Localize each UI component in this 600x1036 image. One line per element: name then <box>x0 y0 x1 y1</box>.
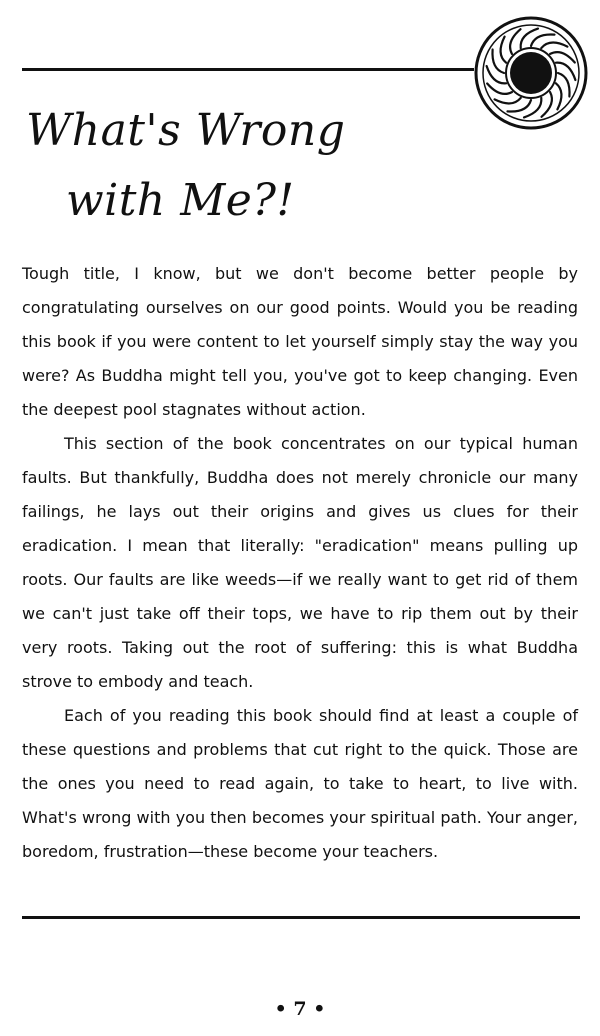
dharma-wheel-icon <box>472 14 590 132</box>
paragraph-1: Tough title, I know, but we don't become better people by congratulating ourselves on our good points. Would you be reading this book if you were content to let yourself simply stay the way you were? As Buddha might tell you, you've got to keep changing. Even the deepest pool stagnates without action. <box>22 264 578 419</box>
paragraph-2: This section of the book concentrates on our typical human faults. But thankfully, Buddha does not merely chronicle our many failings, he lays out their origins and gives us clues for their eradication. I mean that literally: "eradication" means pulling up roots. Our faults are like weeds—if we really want to get rid of them we can't just take off their tops, we have to rip them out by their very roots. Taking out the root of suffering: this is what Buddha strove to embody and teach. <box>22 434 578 691</box>
page-number: • 7 • <box>274 998 326 1020</box>
bottom-rule <box>22 916 580 919</box>
body-text <box>22 257 578 869</box>
chapter-title <box>26 96 345 236</box>
top-rule <box>22 68 474 71</box>
chapter-title-line-2: with Me?! <box>66 175 295 226</box>
paragraph-3: Each of you reading this book should find at least a couple of these questions and problems that cut right to the quick. Those are the ones you need to read again, to take to heart, to live with. What's wrong with you then becomes your spiritual path. Your anger, boredom, frustration—these become your teachers. <box>22 706 578 861</box>
chapter-title-line-1: What's Wrong <box>26 105 346 156</box>
